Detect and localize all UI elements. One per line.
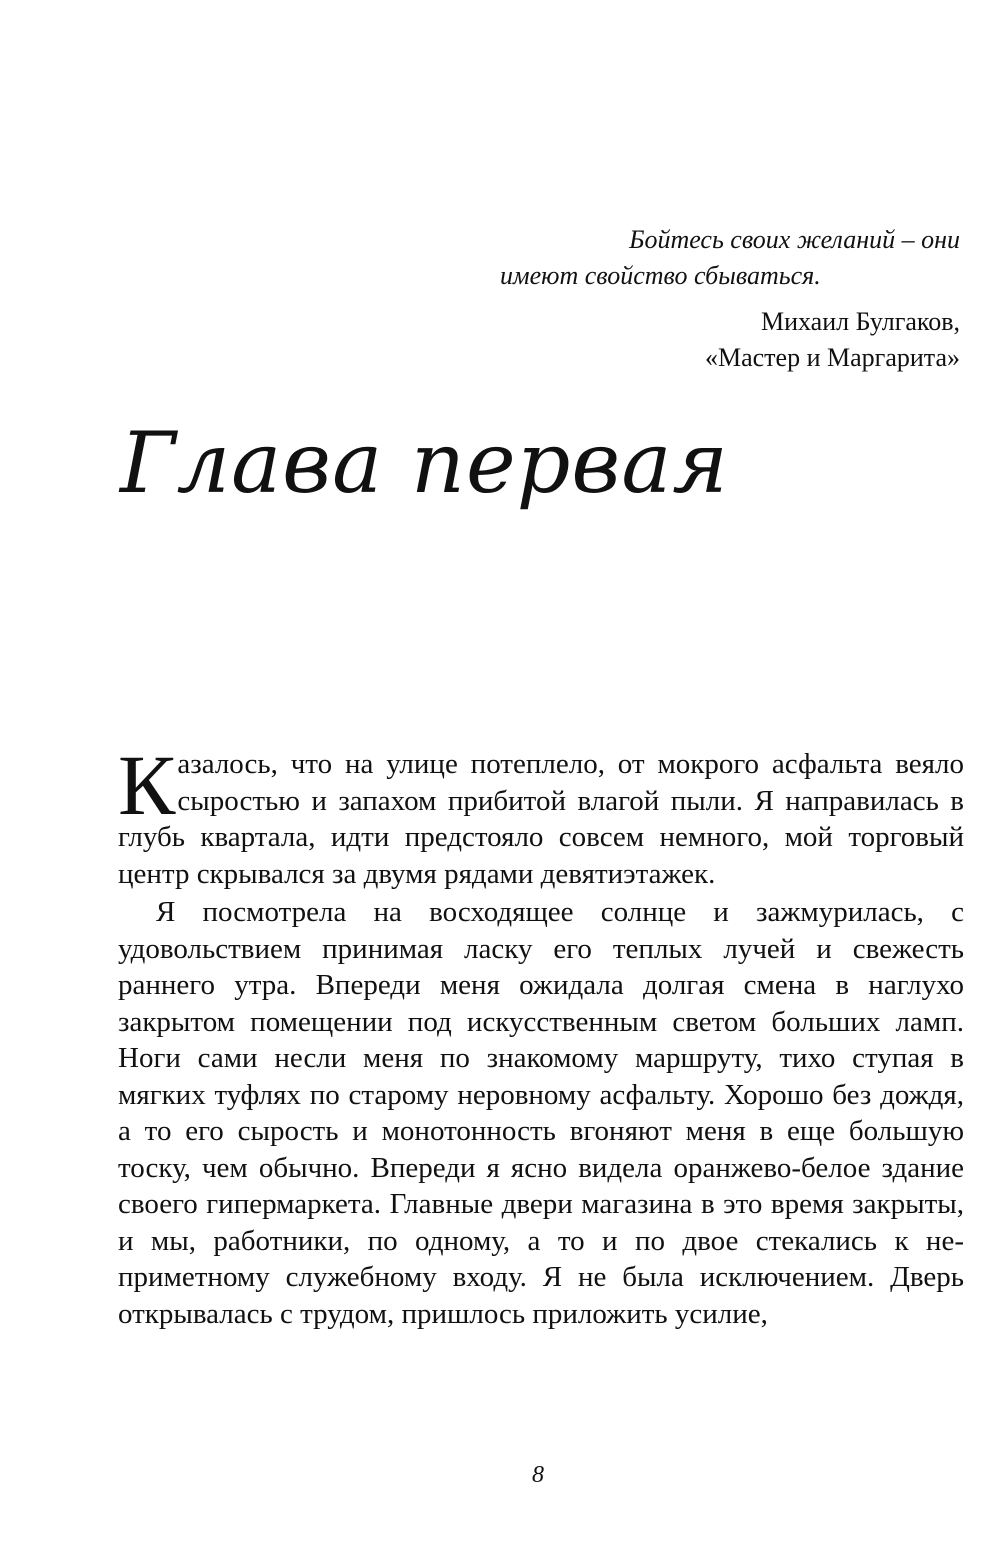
epigraph-work: «Мастер и Маргарита»: [704, 343, 960, 372]
paragraph-1: [118, 737, 964, 892]
body-text: [118, 737, 964, 1332]
paragraph-2: Я посмотрела на восходящее солнце и зажмурилась, с удовольствием принимая ласку его теплых лучей и свежесть раннего утра. Впереди меня ожидала долгая смена в наглухо закрытом помещении под искусственным светом больших ламп. Ноги сами несли меня по знакомому маршруту, тихо ступая в мягких туфлях по старому неровному асфальту. Хорошо без дождя, а то его сырость и монотонность вгоняют меня в еще большую тоску, чем обычно. Впереди я ясно видела оранжево-белое здание своего гипермаркета. Главные двери магазина в это время закрыты, и мы, работники, по одному, а то и по двое стекались к неприметному служебному входу. Я не была исключением. Дверь открывалась с трудом, пришлось приложить усилие,: [118, 896, 964, 1330]
epigraph: [500, 222, 960, 376]
epigraph-attribution: [500, 304, 960, 376]
chapter-title: Глава первая: [120, 414, 730, 512]
page-number: 8: [532, 1462, 544, 1488]
paragraph-1-text: азалось, что на улице потеплело, от мокрого асфальта веяло сыростью и запахом прибитой влагой пыли. Я направилась в глубь квартала, идти предстояло совсем немного, мой торговый центр скрывался за двумя рядами девятиэтажек.: [118, 748, 964, 890]
drop-cap: К: [118, 737, 176, 833]
epigraph-author: Михаил Булгаков,: [760, 307, 960, 336]
epigraph-line-2: имеют свойство сбываться.: [500, 261, 821, 290]
epigraph-line-1: Бойтесь своих желаний – они: [629, 225, 960, 254]
